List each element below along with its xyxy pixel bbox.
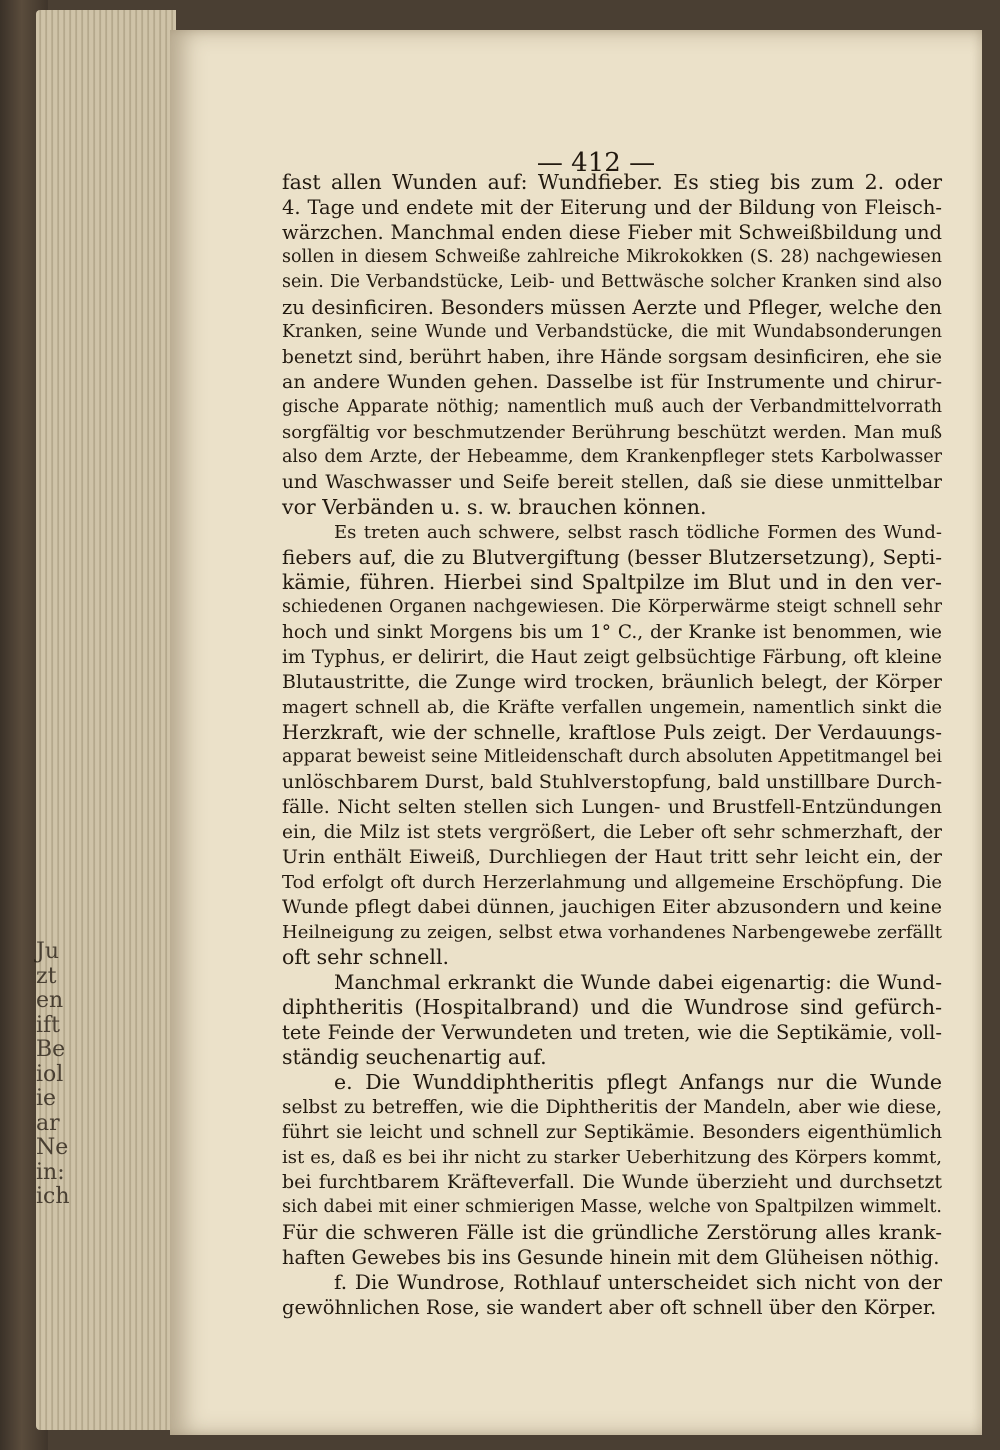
text-line: sich dabei mit einer schmierigen Masse, welche von Spaltpilzen wimmelt. <box>282 1197 942 1217</box>
text-line: unlöschbarem Durst, bald Stuhlverstopfung, bald unstillbare Durch- <box>282 771 942 793</box>
text-line: apparat beweist seine Mitleidenschaft durch absoluten Appetitmangel bei <box>282 747 942 767</box>
text-line: oft sehr schnell. <box>282 945 450 969</box>
text-line: Herzkraft, wie der schnelle, kraftlose Puls zeigt. Der Verdauungs- <box>282 721 942 744</box>
text-line: sorgfältig vor beschmutzender Berührung beschützt werden. Man muß <box>282 422 942 443</box>
fragment-line: zt <box>36 963 57 989</box>
fragment-line: Be <box>36 1037 66 1062</box>
text-line: und Waschwasser und Seife bereit stellen, daß sie diese unmittelbar <box>282 472 942 493</box>
previous-page-fragment <box>36 939 70 1210</box>
fragment-line: Ne <box>36 1135 69 1160</box>
text-line: Wunde pflegt dabei dünnen, jauchigen Eiter abzusondern und keine <box>282 896 942 918</box>
text-line: benetzt sind, berührt haben, ihre Hände sorgsam desinficiren, ehe sie <box>282 347 942 368</box>
fragment-line: Ju <box>36 939 59 964</box>
text-line: wärzchen. Manchmal enden diese Fieber mit Schweißbildung und <box>282 221 942 244</box>
text-line: ständig seuchenartig auf. <box>282 1045 547 1069</box>
text-line: fast allen Wunden auf: Wundfieber. Es stieg bis zum 2. oder <box>282 170 942 194</box>
fragment-line: ift <box>36 1012 61 1038</box>
text-line: e. Die Wunddiphtheritis pflegt Anfangs nur die Wunde <box>334 1070 942 1094</box>
text-line: selbst zu betreffen, wie die Diphtheritis der Mandeln, aber wie diese, <box>282 1097 942 1118</box>
fragment-line: ar <box>36 1110 60 1136</box>
text-line: vor Verbänden u. s. w. brauchen können. <box>282 495 707 519</box>
text-line: bei furchtbarem Kräfteverfall. Die Wunde überzieht und durchsetzt <box>282 1171 942 1193</box>
text-line: tete Feinde der Verwundeten und treten, wie die Septikämie, voll- <box>282 1021 942 1044</box>
text-line: Es treten auch schwere, selbst rasch tödliche Formen des Wund- <box>334 522 942 543</box>
text-line: f. Die Wundrose, Rothlauf unterscheidet sich nicht von der <box>334 1270 942 1294</box>
text-line: diphtheritis (Hospitalbrand) und die Wundrose sind gefürch- <box>282 995 942 1019</box>
text-line: haften Gewebes bis ins Gesunde hinein mit dem Glüheisen nöthig. <box>282 1246 940 1269</box>
text-line: Urin enthält Eiweiß, Durchliegen der Haut tritt sehr leicht ein, der <box>282 846 942 868</box>
text-line: Blutaustritte, die Zunge wird trocken, bräunlich belegt, der Körper <box>282 671 942 693</box>
book-page <box>170 30 982 1435</box>
text-line: 4. Tage und endete mit der Eiterung und der Bildung von Fleisch- <box>282 196 942 219</box>
text-line: schiedenen Organen nachgewiesen. Die Körperwärme steigt schnell sehr <box>282 597 942 617</box>
page-edges <box>36 10 176 1430</box>
text-line: fälle. Nicht selten stellen sich Lungen- und Brustfell-Entzündungen <box>282 796 942 818</box>
text-line: fiebers auf, die zu Blutvergiftung (besser Blutzersetzung), Septi- <box>282 545 942 569</box>
text-line: magert schnell ab, die Kräfte verfallen ungemein, namentlich sinkt die <box>282 697 942 718</box>
text-line: sein. Die Verbandstücke, Leib- und Bettwäsche solcher Kranken sind also <box>282 272 942 292</box>
page-body <box>282 170 942 1320</box>
text-line: Für die schweren Fälle ist die gründliche Zerstörung alles krank- <box>282 1221 942 1244</box>
text-line: ist es, daß es bei ihr nicht zu starker Ueberhitzung des Körpers kommt, <box>282 1147 942 1168</box>
text-line: gische Apparate nöthig; namentlich muß auch der Verbandmittelvorrath <box>282 397 942 417</box>
text-line: Kranken, seine Wunde und Verbandstücke, die mit Wundabsonderungen <box>282 322 942 342</box>
fragment-line: iol <box>36 1061 64 1087</box>
text-line: Heilneigung zu zeigen, selbst etwa vorhandenes Narbengewebe zerfällt <box>282 922 942 943</box>
text-line: führt sie leicht und schnell zur Septikämie. Besonders eigenthümlich <box>282 1122 942 1143</box>
text-line: im Typhus, er delirirt, die Haut zeigt gelbsüchtige Färbung, oft kleine <box>282 647 942 668</box>
text-line: ein, die Milz ist stets vergrößert, die Leber oft sehr schmerzhaft, der <box>282 822 942 843</box>
text-line: kämie, führen. Hierbei sind Spaltpilze im Blut und in den ver- <box>282 570 942 594</box>
page-number: — 412 — <box>536 148 656 178</box>
fragment-line: en <box>36 988 64 1013</box>
text-line: gewöhnlichen Rose, sie wandert aber oft schnell über den Körper. <box>282 1296 937 1319</box>
text-line: sollen in diesem Schweiße zahlreiche Mikrokokken (S. 28) nachgewiesen <box>282 247 942 267</box>
text-line: also dem Arzte, der Hebeamme, dem Krankenpfleger stets Karbolwasser <box>282 447 942 467</box>
text-line: hoch und sinkt Morgens bis um 1° C., der Kranke ist benommen, wie <box>282 622 942 643</box>
text-line: an andere Wunden gehen. Dasselbe ist für Instrumente und chirur- <box>282 371 942 393</box>
text-line: Tod erfolgt oft durch Herzerlahmung und allgemeine Erschöpfung. Die <box>282 872 942 893</box>
text-line: Manchmal erkrankt die Wunde dabei eigenartig: die Wund- <box>334 970 942 994</box>
fragment-line: ie <box>36 1086 57 1111</box>
text-line: zu desinficiren. Besonders müssen Aerzte und Pfleger, welche den <box>282 296 942 319</box>
fragment-line: ich <box>36 1184 70 1209</box>
fragment-line: in: <box>36 1159 65 1185</box>
